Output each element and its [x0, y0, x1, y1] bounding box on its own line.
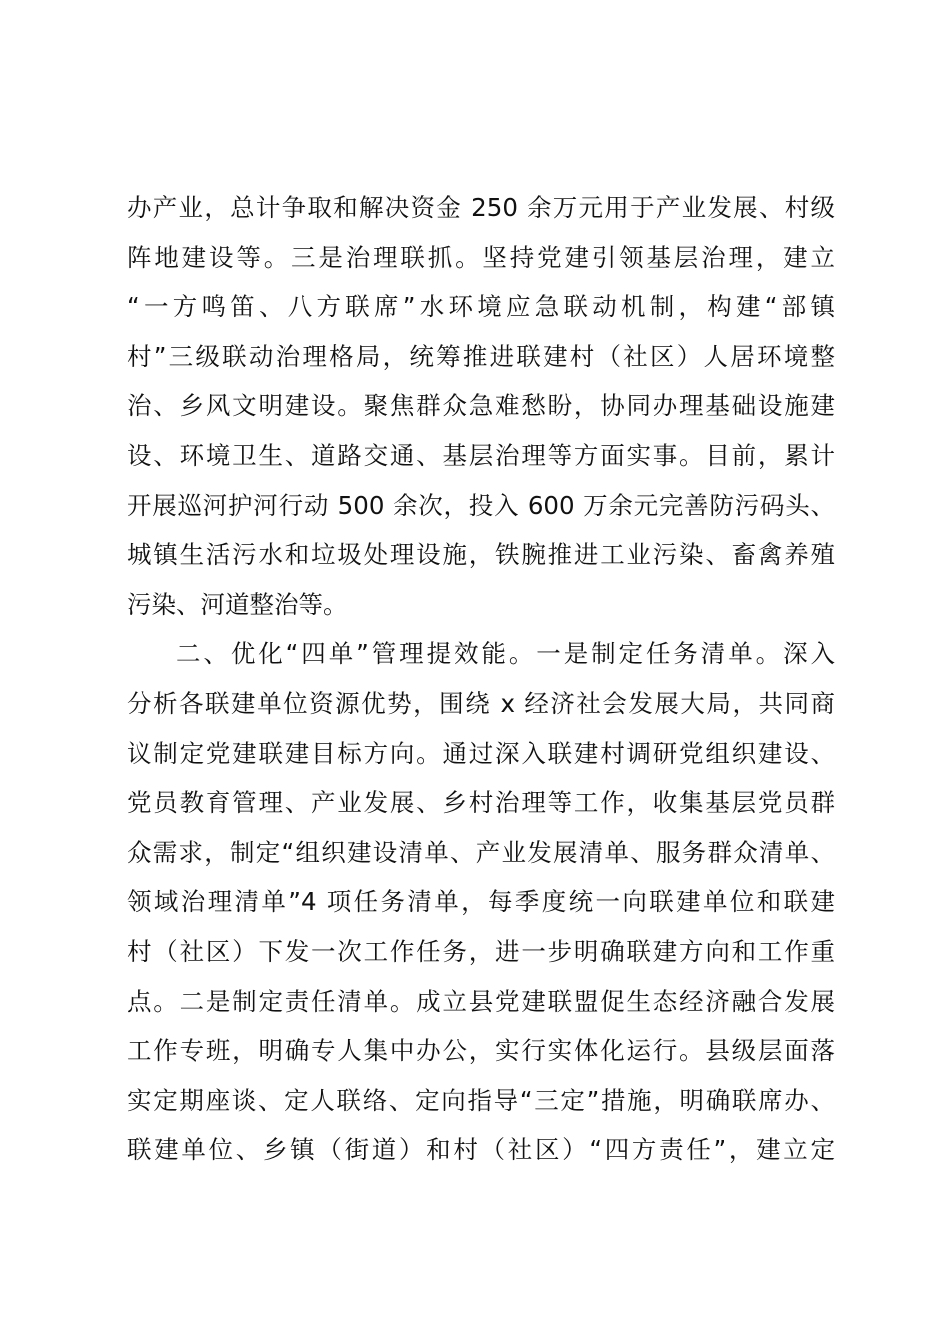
text-line: “一方鸣笛、八方联席”水环境应急联动机制，构建“部镇	[127, 292, 835, 322]
body-text	[127, 183, 835, 1175]
text-line: 城镇生活污水和垃圾处理设施，铁腕推进工业污染、畜禽养殖	[127, 540, 835, 570]
text-line: 阵地建设等。三是治理联抓。坚持党建引领基层治理，建立	[127, 242, 835, 272]
text-line: 分析各联建单位资源优势，围绕 x 经济社会发展大局，共同商	[127, 688, 835, 718]
text-line: 众需求，制定“组织建设清单、产业发展清单、服务群众清单、	[127, 837, 835, 867]
paragraph-start-line: 二、优化“四单”管理提效能。一是制定任务清单。深入	[176, 639, 835, 669]
text-line: 工作专班，明确专人集中办公，实行实体化运行。县级层面落	[127, 1036, 835, 1066]
text-line: 联建单位、乡镇（街道）和村（社区）“四方责任”，建立定	[127, 1135, 835, 1165]
text-line: 领域治理清单”4 项任务清单，每季度统一向联建单位和联建	[127, 887, 835, 917]
text-line: 点。二是制定责任清单。成立县党建联盟促生态经济融合发展	[127, 986, 835, 1016]
text-line: 议制定党建联建目标方向。通过深入联建村调研党组织建设、	[127, 738, 835, 768]
text-line: 村（社区）下发一次工作任务，进一步明确联建方向和工作重	[127, 936, 835, 966]
text-line: 村”三级联动治理格局，统筹推进联建村（社区）人居环境整	[127, 341, 835, 371]
text-line: 治、乡风文明建设。聚焦群众急难愁盼，协同办理基础设施建	[127, 391, 835, 421]
paragraph-end-line: 污染、河道整治等。	[127, 589, 348, 619]
text-line: 办产业，总计争取和解决资金 250 余万元用于产业发展、村级	[127, 193, 835, 222]
text-line: 党员教育管理、产业发展、乡村治理等工作，收集基层党员群	[127, 788, 835, 818]
text-line: 设、环境卫生、道路交通、基层治理等方面实事。目前，累计	[127, 440, 835, 470]
text-line: 实定期座谈、定人联络、定向指导“三定”措施，明确联席办、	[127, 1085, 835, 1115]
text-line: 开展巡河护河行动 500 余次，投入 600 万余元完善防污码头、	[127, 490, 835, 520]
